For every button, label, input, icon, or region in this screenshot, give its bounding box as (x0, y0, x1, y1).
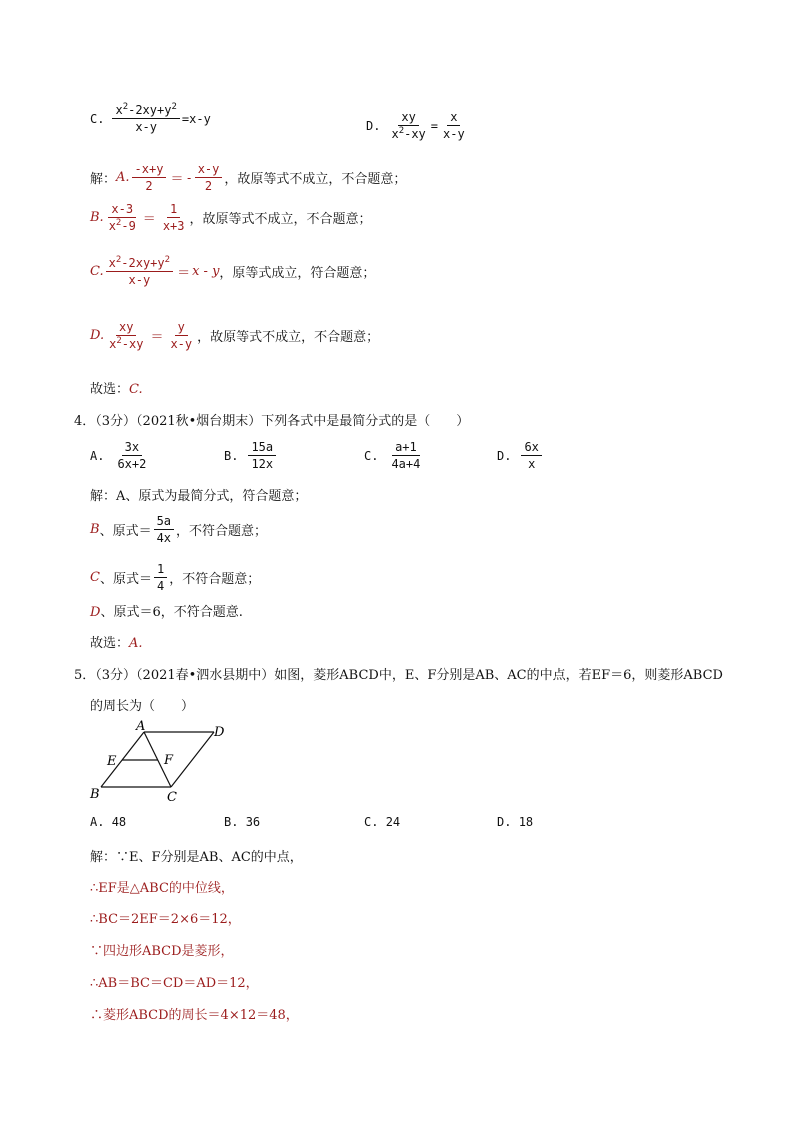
fraction: $\frac{y}{x-y}$ (170, 320, 193, 351)
q5-solution-line: ∴BC＝2EF＝2×6＝12， (90, 912, 241, 927)
fraction: $\frac{15a}{12x}$ (248, 440, 276, 471)
q4-solution-c: C 、原式＝ $\frac{1}{4}$ ，不符合题意； (90, 562, 261, 593)
q4-solution-d: D、原式＝6，不符合题意. (90, 605, 243, 620)
side-cd (171, 732, 214, 787)
fraction: $\frac{3x}{6x+2}$ (117, 440, 147, 471)
option-label: D. (366, 118, 381, 133)
rhombus-diagram (86, 718, 236, 808)
q4-solution-a: 解：A、原式为最简分式，符合题意； (90, 489, 308, 504)
fraction: $\frac{x^2-2xy+y^2}{x-y}$ (112, 103, 179, 134)
fraction: $\frac{1}{x+3}$ (162, 202, 185, 233)
fraction: $\frac{x-3}{x^2-9}$ (108, 202, 136, 233)
label-d: D (214, 725, 225, 740)
label-f: F (164, 753, 174, 768)
q3-option-c (90, 103, 211, 134)
q5-stem-line2: 的周长为（ ） (90, 699, 195, 714)
fraction: $\frac{5a}{4x}$ (154, 514, 174, 545)
q4-option-c: C. $\frac{a+1}{4a+4}$ (364, 440, 425, 471)
fraction: $\frac{xy}{x^2-xy}$ (109, 320, 144, 351)
q4-option-d: D. $\frac{6x}{x}$ (497, 440, 544, 471)
fraction: $\frac{a+1}{4a+4}$ (391, 440, 421, 471)
q5-option-c: C. 24 (364, 815, 401, 829)
fraction: $\frac{-x+y}{2}$ (132, 162, 167, 193)
q5-solution-line: 解：∵E、F分别是AB、AC的中点， (90, 850, 303, 865)
fraction: $\frac{xy}{x^2-xy}$ (391, 110, 426, 141)
q3-solution-c: C. $\frac{x^2-2xy+y^2}{x-y}$ ＝ x - y ，原等式成立，符合题意； (90, 255, 376, 287)
option-rhs: =x-y (181, 111, 211, 126)
q5-stem-line1: 5．（3分）（2021春•泗水县期中）如图，菱形ABCD中，E、F分别是AB、AC的中点，若EF＝6，则菱形ABCD (74, 668, 723, 683)
label-b: B (90, 787, 100, 802)
q4-option-b: B. $\frac{15a}{12x}$ (224, 440, 278, 471)
option-label: C. (90, 111, 105, 126)
q4-option-a: A. $\frac{3x}{6x+2}$ (90, 440, 151, 471)
q5-solution-line: ∴菱形ABCD的周长＝4×12＝48， (90, 1008, 299, 1023)
q5-solution-line: ∵四边形ABCD是菱形， (90, 944, 234, 959)
label-a: A (136, 719, 146, 734)
fraction: $\frac{x}{x-y}$ (443, 110, 465, 141)
q3-choice: 故选：C. (90, 382, 143, 397)
q3-solution-b: B. $\frac{x-3}{x^2-9}$ ＝ $\frac{1}{x+3}$ ，故原等式不成立，不合题意； (90, 202, 372, 233)
q4-stem: 4．（3分）（2021秋•烟台期末）下列各式中是最简分式的是（ ） (74, 414, 470, 429)
fraction: $\frac{x^2-2xy+y^2}{x-y}$ (106, 256, 173, 287)
label-e: E (107, 754, 117, 769)
q5-solution-line: ∴EF是△ABC的中位线， (90, 881, 234, 896)
q5-solution-line: ∴AB＝BC＝CD＝AD＝12， (90, 976, 259, 991)
q4-solution-b: B 、原式＝ $\frac{5a}{4x}$ ，不符合题意； (90, 514, 268, 545)
fraction: $\frac{x-y}{2}$ (195, 162, 223, 193)
fraction: $\frac{6x}{x}$ (521, 440, 541, 471)
label-c: C (167, 790, 177, 805)
fraction: $\frac{1}{4}$ (154, 562, 167, 593)
q3-solution-d: D. $\frac{xy}{x^2-xy}$ ＝ $\frac{y}{x-y}$ ，故原等式不成立，不合题意； (90, 320, 380, 351)
q5-option-a: A. 48 (90, 815, 127, 829)
q5-option-d: D. 18 (497, 815, 534, 829)
q3-option-d: D. $\frac{xy}{x^2-xy}$ = $\frac{x}{x-y}$ (366, 110, 470, 141)
q4-choice: 故选：A. (90, 636, 143, 651)
q5-option-b: B. 36 (224, 815, 261, 829)
q3-solution-a: 解： A. $\frac{-x+y}{2}$ ＝ - $\frac{x-y}{2}$ ，故原等式不成立，不合题意； (90, 162, 407, 193)
